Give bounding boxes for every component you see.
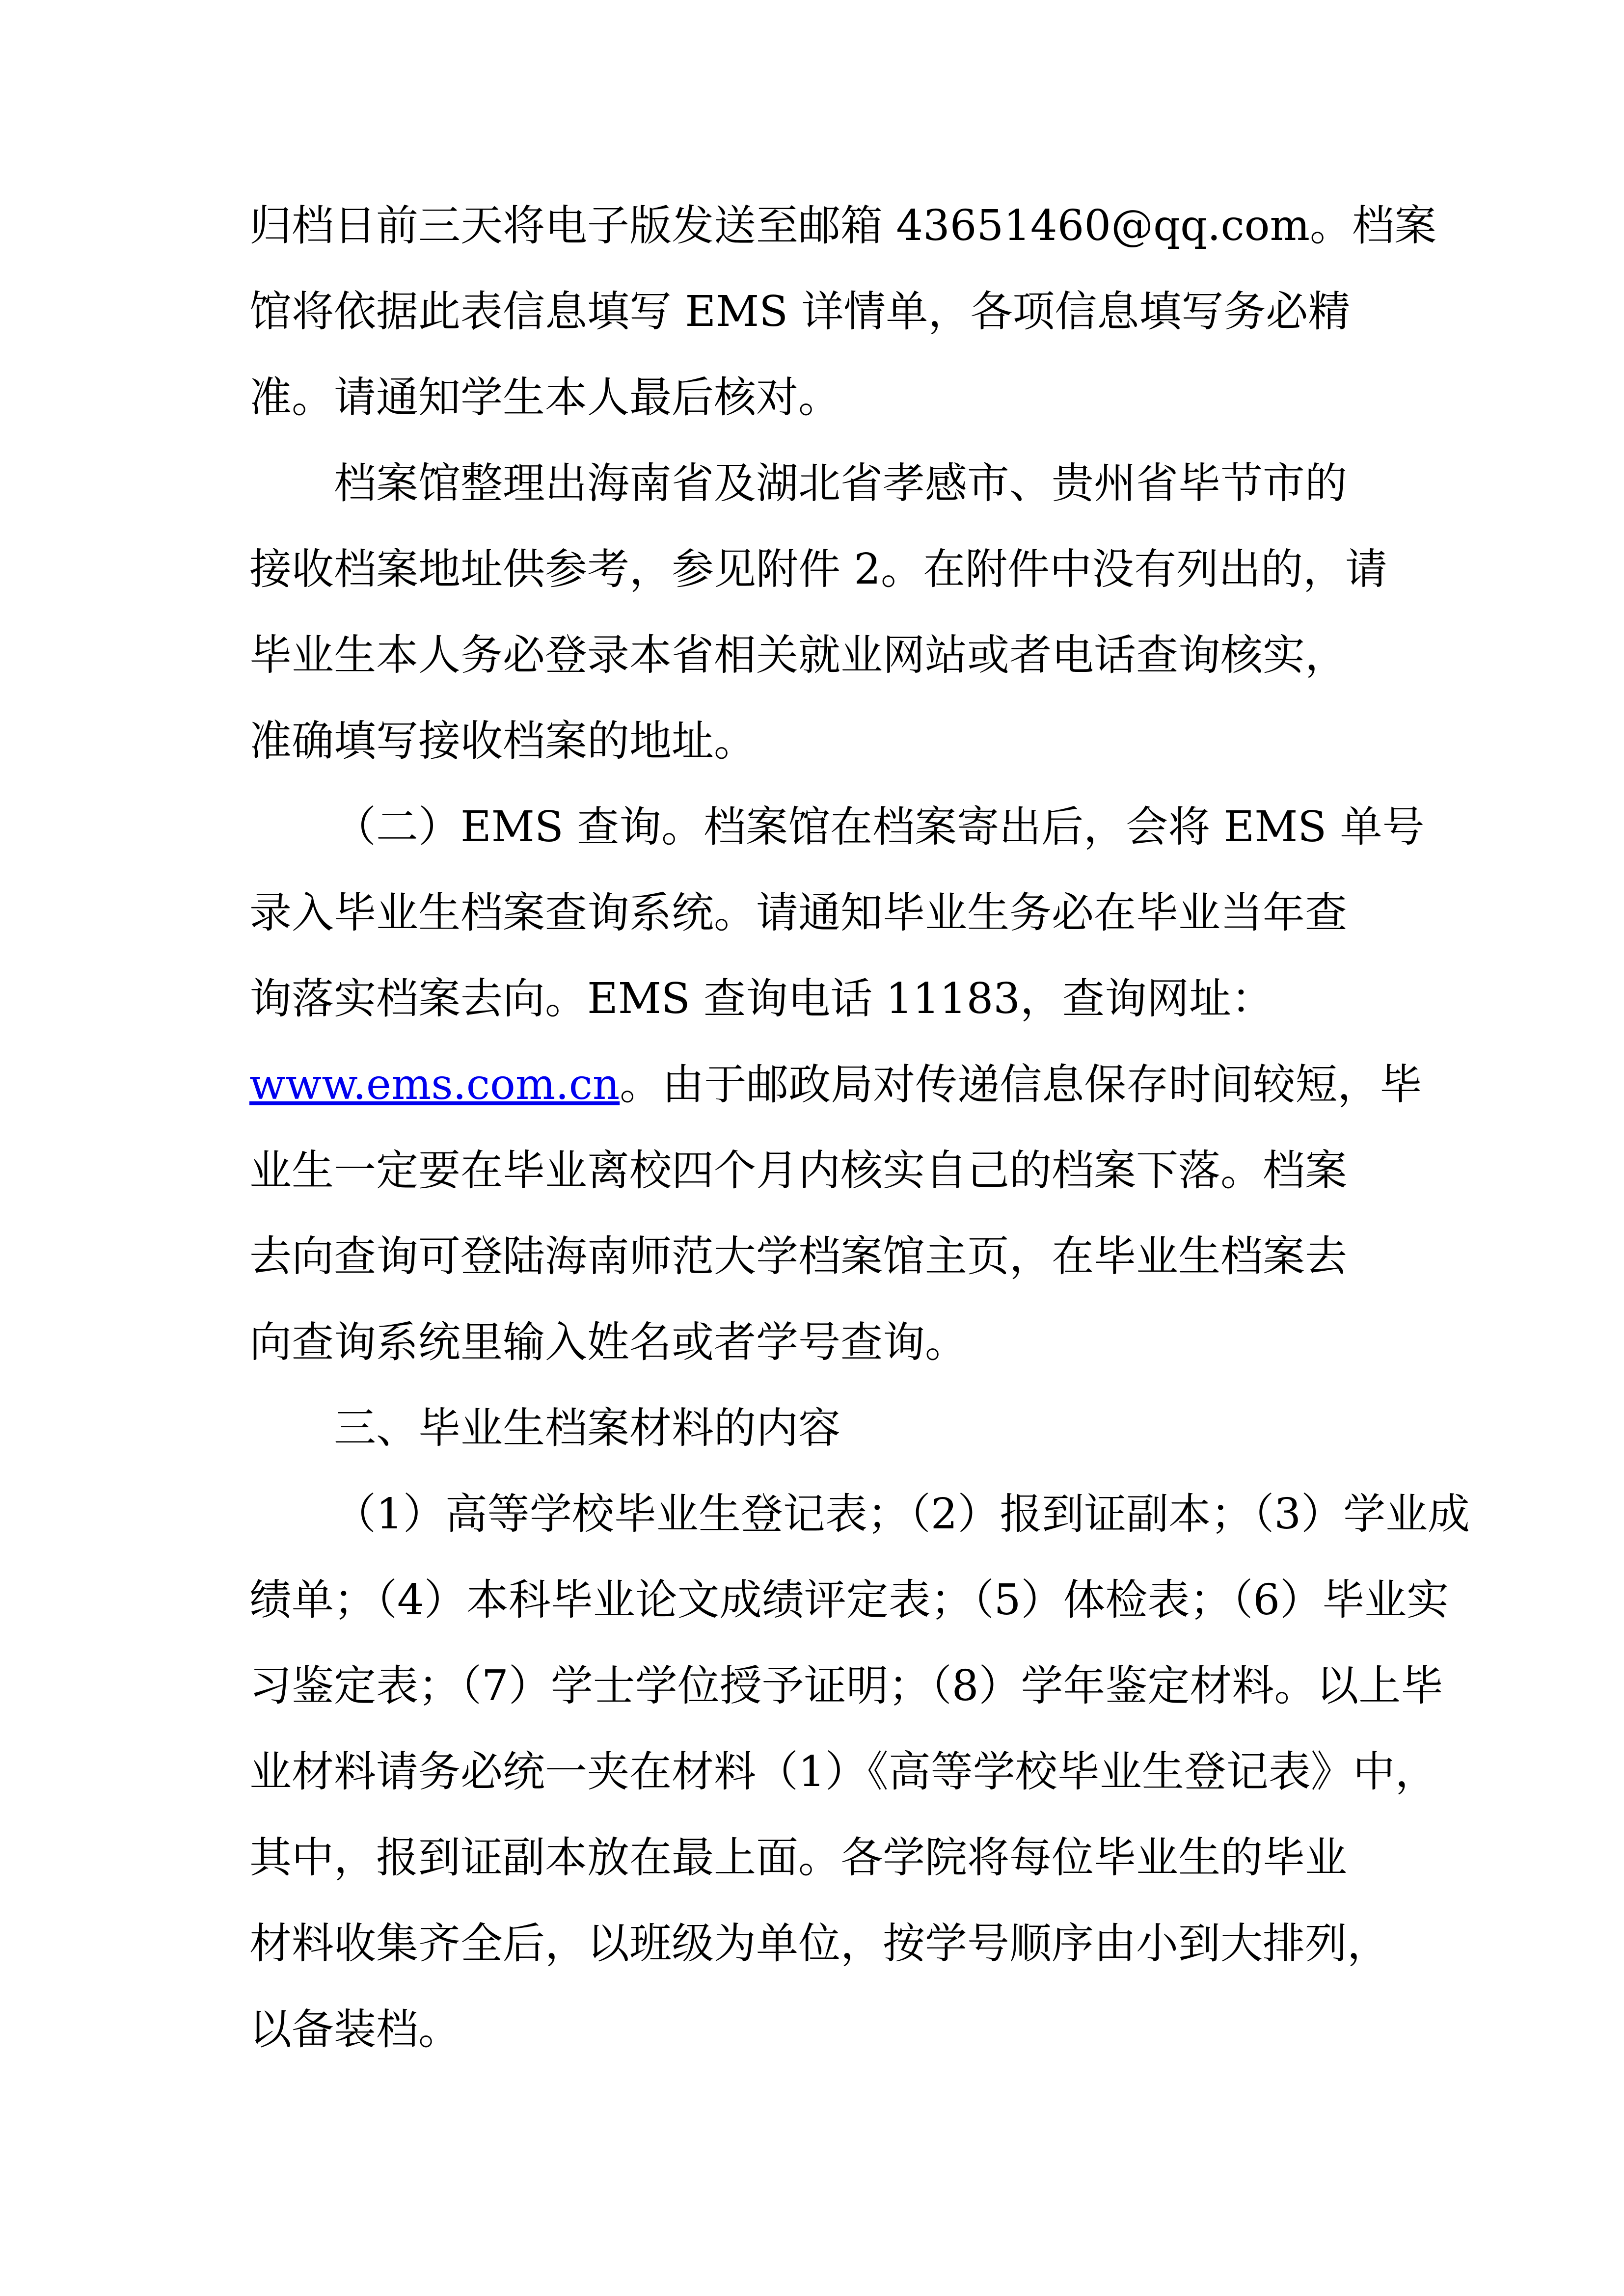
text-line: 向查询系统里输入姓名或者学号查询。 xyxy=(249,1318,967,1367)
text-line: （二）EMS 查询。档案馆在档案寄出后，会将 EMS 单号 xyxy=(334,802,1425,852)
text-line: 录入毕业生档案查询系统。请通知毕业生务必在毕业当年查 xyxy=(249,888,1347,937)
text-line: 归档日前三天将电子版发送至邮箱 43651460@qq.com。档案 xyxy=(249,201,1436,250)
text-line: 业生一定要在毕业离校四个月内核实自己的档案下落。档案 xyxy=(249,1146,1347,1195)
text-line: （1）高等学校毕业生登记表；（2）报到证副本；（3）学业成 xyxy=(334,1490,1470,1539)
text-line: 其中，报到证副本放在最上面。各学院将每位毕业生的毕业 xyxy=(249,1833,1347,1882)
text-line: 业材料请务必统一夹在材料（1）《高等学校毕业生登记表》中， xyxy=(249,1747,1437,1796)
text-line: 询落实档案去向。EMS 查询电话 11183，查询网址： xyxy=(249,974,1274,1023)
text-line: 准确填写接收档案的地址。 xyxy=(249,717,756,766)
text-line: 档案馆整理出海南省及湖北省孝感市、贵州省毕节市的 xyxy=(334,459,1347,508)
ems-website-link[interactable]: www.ems.com.cn xyxy=(249,1060,620,1109)
text-line: 毕业生本人务必登录本省相关就业网站或者电话查询核实， xyxy=(249,631,1347,680)
section-heading: 三、毕业生档案材料的内容 xyxy=(334,1404,840,1453)
text-line: 接收档案地址供参考，参见附件 2。在附件中没有列出的，请 xyxy=(249,545,1388,594)
text-line: 去向查询可登陆海南师范大学档案馆主页，在毕业生档案去 xyxy=(249,1232,1347,1281)
text-line-with-link xyxy=(249,1055,1422,1114)
link-tail-text: 。由于邮政局对传递信息保存时间较短，毕 xyxy=(620,1060,1422,1109)
text-line: 准。请通知学生本人最后核对。 xyxy=(249,373,840,422)
text-line: 绩单；（4）本科毕业论文成绩评定表；（5）体检表；（6）毕业实 xyxy=(249,1575,1449,1625)
text-line: 习鉴定表；（7）学士学位授予证明；（8）学年鉴定材料。以上毕 xyxy=(249,1661,1443,1710)
text-line: 以备装档。 xyxy=(249,2005,460,2054)
text-line: 材料收集齐全后，以班级为单位，按学号顺序由小到大排列， xyxy=(249,1919,1389,1968)
text-line: 馆将依据此表信息填写 EMS 详情单，各项信息填写务必精 xyxy=(249,287,1351,336)
